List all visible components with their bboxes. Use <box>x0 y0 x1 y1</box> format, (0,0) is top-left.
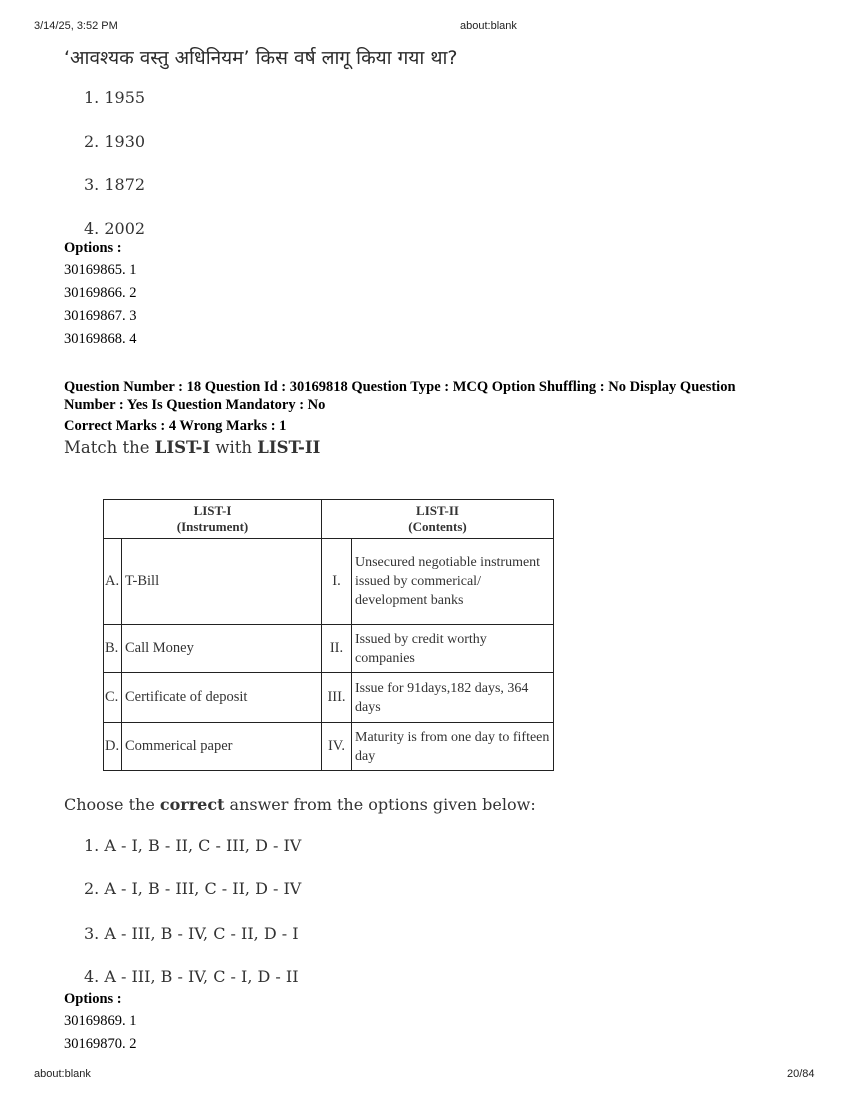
list2-title: LIST-II <box>416 503 459 518</box>
row-instrument: Call Money <box>122 625 322 673</box>
table-header-row <box>104 500 554 539</box>
prev-option-1: 30169865. 1 <box>64 262 137 278</box>
prev-option-2: 30169866. 2 <box>64 285 137 301</box>
option-2: 30169870. 2 <box>64 1036 137 1052</box>
list2-header <box>322 500 554 539</box>
question-marks: Correct Marks : 4 Wrong Marks : 1 <box>64 418 287 434</box>
prompt-list1: LIST-I <box>154 438 211 457</box>
row-content: Maturity is from one day to fifteen day <box>352 723 554 771</box>
prev-option-3: 30169867. 3 <box>64 308 137 324</box>
choose-prefix: Choose the <box>64 795 160 814</box>
prev-choice-2: 2. 1930 <box>84 132 146 151</box>
choose-suffix: answer from the options given below: <box>224 795 536 814</box>
answer-choice-3: 3. A - III, B - IV, C - II, D - I <box>84 924 299 943</box>
row-instrument: T-Bill <box>122 539 322 625</box>
options-label: Options : <box>64 991 122 1007</box>
table-row <box>104 673 554 723</box>
row-roman: IV. <box>322 723 352 771</box>
prompt-with: with <box>210 438 258 457</box>
row-instrument: Certificate of deposit <box>122 673 322 723</box>
row-content: Issue for 91days,182 days, 364 days <box>352 673 554 723</box>
row-letter: A. <box>104 539 122 625</box>
row-instrument: Commerical paper <box>122 723 322 771</box>
row-content: Issued by credit worthy companies <box>352 625 554 673</box>
row-letter: C. <box>104 673 122 723</box>
prompt-list2: LIST-II <box>257 438 321 457</box>
list1-header <box>104 500 322 539</box>
prev-choice-3: 3. 1872 <box>84 175 146 194</box>
question-meta-line2: Number : Yes Is Question Mandatory : No <box>64 397 326 413</box>
prev-options-label: Options : <box>64 240 122 256</box>
answer-choice-1: 1. A - I, B - II, C - III, D - IV <box>84 836 302 855</box>
print-title: about:blank <box>460 20 517 32</box>
question-prompt <box>64 438 320 457</box>
row-letter: D. <box>104 723 122 771</box>
option-1: 30169869. 1 <box>64 1013 137 1029</box>
prev-option-4: 30169868. 4 <box>64 331 137 347</box>
print-page-number: 20/84 <box>787 1068 815 1080</box>
choose-instruction <box>64 795 536 814</box>
row-roman: I. <box>322 539 352 625</box>
print-footer-url: about:blank <box>34 1068 91 1080</box>
answer-choice-4: 4. A - III, B - IV, C - I, D - II <box>84 967 299 986</box>
row-letter: B. <box>104 625 122 673</box>
prompt-prefix: Match the <box>64 438 155 457</box>
table-row <box>104 539 554 625</box>
row-roman: II. <box>322 625 352 673</box>
question-meta-line1: Question Number : 18 Question Id : 30169818 Question Type : MCQ Option Shuffling : No Display Question <box>64 379 736 395</box>
print-datetime: 3/14/25, 3:52 PM <box>34 20 118 32</box>
match-table <box>103 499 554 771</box>
prev-question-text: ‘आवश्यक वस्तु अधिनियम’ किस वर्ष लागू किया गया था? <box>64 47 458 69</box>
answer-choice-2: 2. A - I, B - III, C - II, D - IV <box>84 879 302 898</box>
prev-choice-1: 1. 1955 <box>84 88 146 107</box>
row-roman: III. <box>322 673 352 723</box>
table-row <box>104 723 554 771</box>
table-row <box>104 625 554 673</box>
prev-choice-4: 4. 2002 <box>84 219 146 238</box>
row-content: Unsecured negotiable instrument issued by commerical/ development banks <box>352 539 554 625</box>
list1-title: LIST-I <box>193 503 232 518</box>
list2-subtitle: (Contents) <box>408 519 467 534</box>
list1-subtitle: (Instrument) <box>176 519 249 534</box>
choose-bold: correct <box>159 795 225 814</box>
